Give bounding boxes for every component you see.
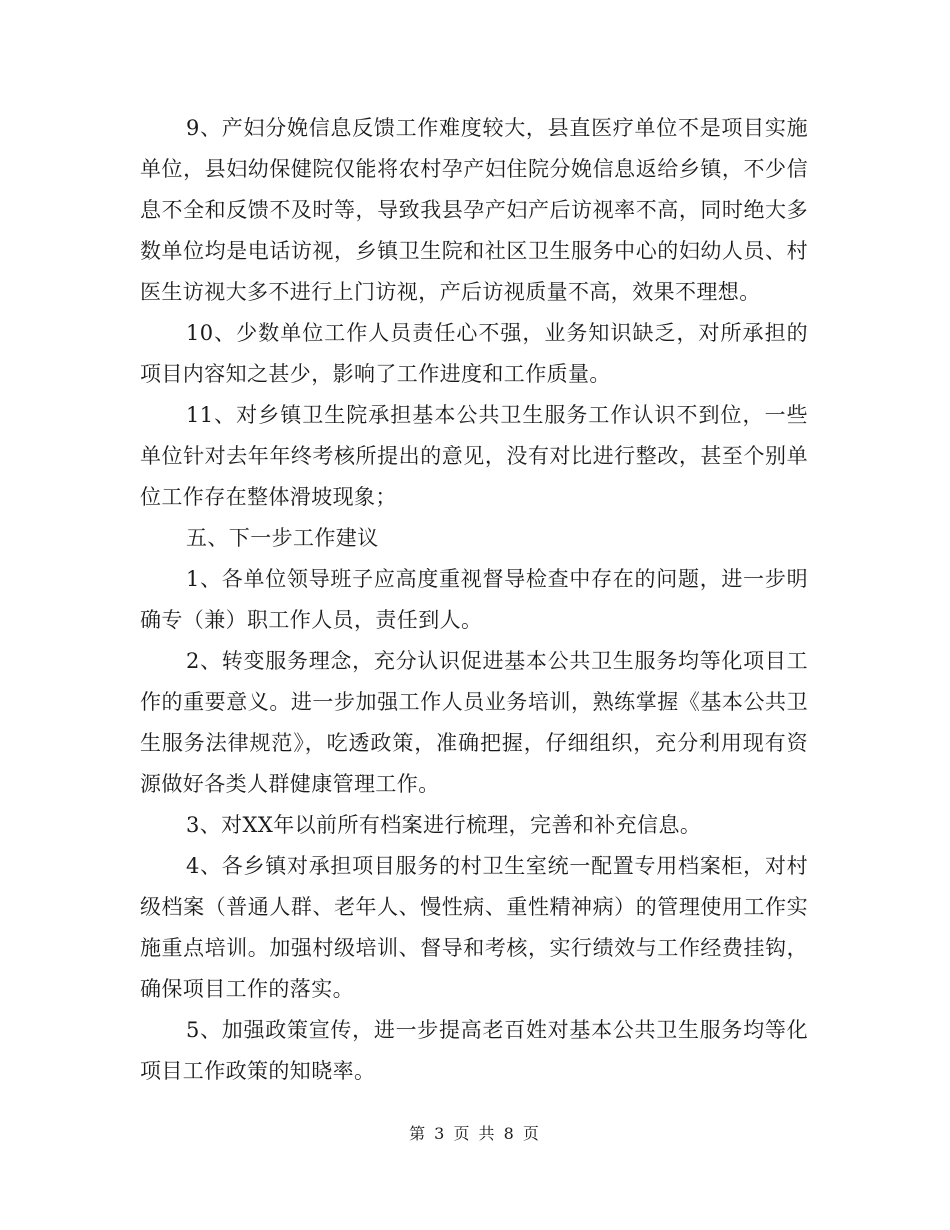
recommendation-item-4: 4、各乡镇对承担项目服务的村卫生室统一配置专用档案柜，对村级档案（普通人群、老年人、慢性病、重性精神病）的管理使用工作实施重点培训。加强村级培训、督导和考核，实行绩效与工作经费挂钩，确保项目工作的落实。 [140, 854, 808, 1001]
section-heading-next-steps: 五、下一步工作建议 [186, 526, 379, 550]
recommendation-item-2: 2、转变服务理念，充分认识促进基本公共卫生服务均等化项目工作的重要意义。进一步加强工作人员业务培训，熟练掌握《基本公共卫生服务法律规范》，吃透政策，准确把握，仔细组织，充分利用现有资源做好各类人群健康管理工作。 [140, 649, 808, 796]
document-body [140, 108, 808, 1092]
page-number-footer: 第 3 页 共 8 页 [409, 1124, 541, 1143]
recommendation-item-5: 5、加强政策宣传，进一步提高老百姓对基本公共卫生服务均等化项目工作政策的知晓率。 [140, 1018, 808, 1083]
recommendation-item-3: 3、对XX年以前所有档案进行梳理，完善和补充信息。 [186, 813, 702, 837]
paragraph-item-10: 10、少数单位工作人员责任心不强，业务知识缺乏，对所承担的项目内容知之甚少，影响了工作进度和工作质量。 [140, 321, 808, 386]
paragraph-item-11: 11、对乡镇卫生院承担基本公共卫生服务工作认识不到位，一些单位针对去年年终考核所提出的意见，没有对比进行整改，甚至个别单位工作存在整体滑坡现象； [140, 403, 808, 509]
paragraph-item-9: 9、产妇分娩信息反馈工作难度较大，县直医疗单位不是项目实施单位，县妇幼保健院仅能将农村孕产妇住院分娩信息返给乡镇，不少信息不全和反馈不及时等，导致我县孕产妇产后访视率不高，同时绝大多数单位均是电话访视，乡镇卫生院和社区卫生服务中心的妇幼人员、村医生访视大多不进行上门访视，产后访视质量不高，效果不理想。 [140, 116, 808, 304]
recommendation-item-1: 1、各单位领导班子应高度重视督导检查中存在的问题，进一步明确专（兼）职工作人员，责任到人。 [140, 567, 808, 632]
